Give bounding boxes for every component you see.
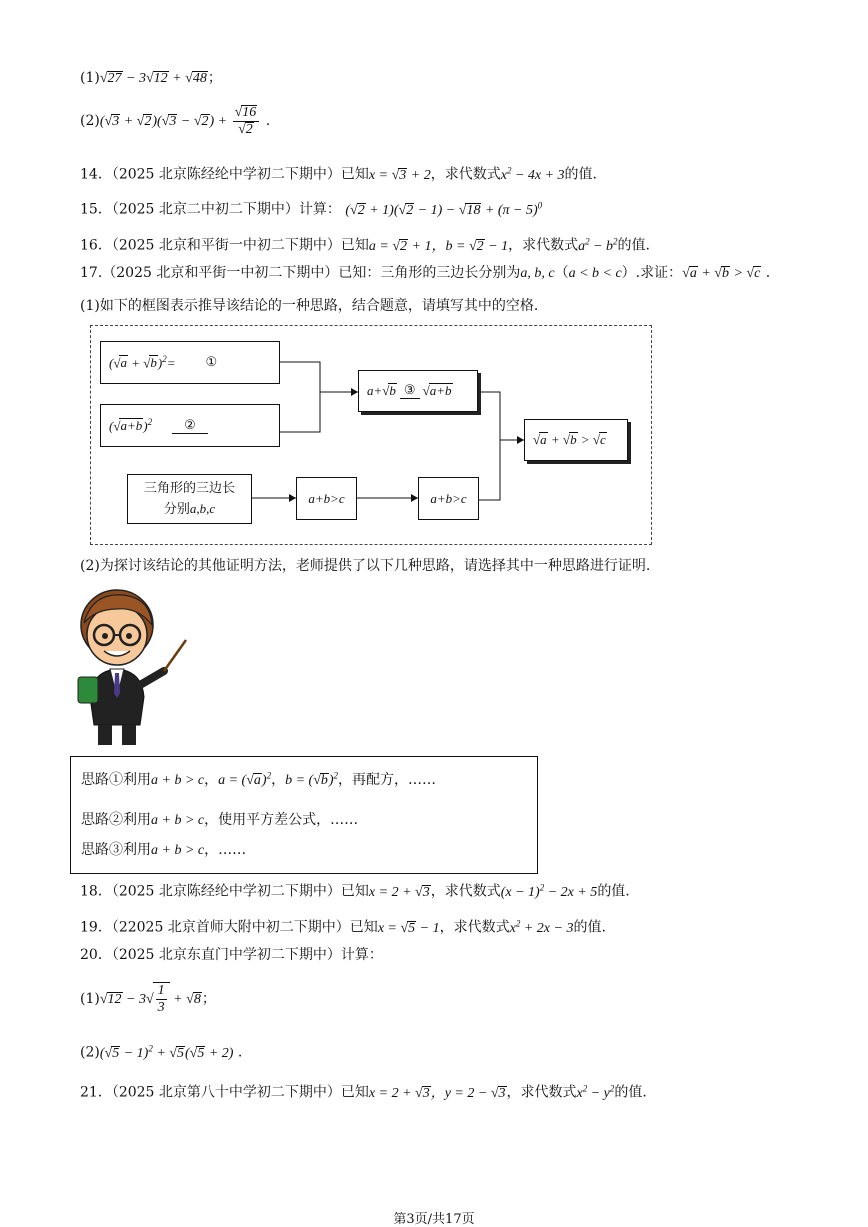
ask-text: ，求代数式 [508, 237, 579, 254]
blank-1[interactable]: ① [205, 355, 218, 370]
hint-1-pre: 思路①利用 [81, 772, 151, 788]
problem-source: 18．（2025 北京陈经纶中学初二下期中）已知 [80, 883, 369, 900]
hint-2: 思路②利用a + b > c，使用平方差公式，…… [81, 812, 359, 828]
problem-20-part1: (1)√12 − 3√ $\frac{1}{3}$ + √8； [80, 983, 216, 1016]
problem-15: 15．（2025 北京二中初二下期中）计算： $(√2 + 1)(√2 - 1) - √18 + (\pi - 5)^0$ [80, 200, 543, 218]
tail-text: 的值. [573, 919, 606, 936]
flow-box-compare: a+√b ③ √a+b [358, 370, 478, 412]
problem-17-q2: (2)为探讨该结论的其他证明方法，老师提供了以下几种思路，请选择其中一种思路进行证明. [80, 558, 651, 574]
flow-box-sqrt-ab: $(√a+b)^2$ ② [100, 404, 280, 447]
part-label: (1) [80, 991, 100, 1007]
problem-18: 18．（2025 北京陈经纶中学初二下期中）已知x = 2 + √3，求代数式$(x - 1)^2 - 2x + 5$的值. [80, 882, 630, 900]
hint-3-post: ，…… [204, 842, 247, 858]
flow-box-square-sum: $(√a + √b)^2=$ ① [100, 341, 280, 384]
problem-21: 21．（2025 北京第八十中学初二下期中）已知x = 2 + √3，y = 2 − √3，求代数式$x^2 - y^2$的值. [80, 1083, 647, 1101]
ask-text: ，求代数式 [506, 1084, 577, 1101]
problem-source: 17.（2025 北京和平街一中初二下期中）已知：三角形的三边长分别为 [80, 265, 521, 281]
blank-2[interactable]: ② [172, 418, 208, 434]
flow-box-conclusion: √a + √b > √c [524, 419, 628, 461]
hints-box [70, 756, 538, 874]
problem-16: 16．（2025 北京和平街一中初二下期中）已知a = √2 + 1，b = √2 − 1，求代数式$a^2 - b^2$的值. [80, 236, 650, 254]
triangle-text-1: 三角形的三边长 [143, 480, 235, 496]
teacher-illustration [72, 585, 192, 747]
problem-source: 14．（2025 北京陈经纶中学初二下期中）已知 [80, 166, 369, 183]
prove-text: 求证： [640, 265, 683, 281]
problem-13-part2: (2)(√3 + √2)(√3 − √2) + $\frac{√16}{√2}$ . [80, 105, 271, 138]
part-label: (2) [80, 1044, 100, 1061]
problem-17-q1: (1)如下的框图表示推导该结论的一种思路，结合题意，请填写其中的空格. [80, 298, 539, 314]
problem-17: 17.（2025 北京和平街一中初二下期中）已知：三角形的三边长分别为a, b, c（a < b < c）.求证：√a + √b > √c . [80, 265, 771, 281]
ask-text: ，求代数式 [430, 166, 501, 183]
part-label: (1) [80, 70, 100, 86]
hint-2-pre: 思路②利用 [81, 812, 151, 828]
page-footer: 第3页/共17页 [393, 1212, 475, 1227]
hint-3-pre: 思路③利用 [81, 842, 151, 858]
problem-source: 19．（22025 北京首师大附中初二下期中）已知 [80, 919, 378, 936]
problem-source: 21．（2025 北京第八十中学初二下期中）已知 [80, 1084, 369, 1101]
part-label: (2) [80, 113, 100, 129]
tail-text: 的值. [564, 166, 597, 183]
problem-19: 19．（22025 北京首师大附中初二下期中）已知x = √5 − 1，求代数式$x^2 + 2x - 3$的值. [80, 918, 606, 936]
hint-2-post: ，使用平方差公式，…… [204, 812, 359, 828]
ask-text: ，求代数式 [430, 883, 501, 900]
problem-20-part2: $(2)(√5 - 1)^2 + √5(√5 + 2)$ . [80, 1043, 243, 1061]
flow-box-triangle [127, 474, 252, 524]
ask-text: ，求代数式 [439, 919, 510, 936]
problem-source: 15．（2025 北京二中初二下期中）计算： [80, 201, 341, 218]
problem-20: 20．（2025 北京东直门中学初二下期中）计算： [80, 947, 383, 963]
problem-source: 16．（2025 北京和平街一中初二下期中）已知 [80, 237, 369, 254]
tail-text: 的值. [617, 237, 650, 254]
blank-3[interactable]: ③ [400, 383, 420, 399]
problem-14: 14．（2025 北京陈经纶中学初二下期中）已知x = √3 + 2，求代数式$x^2 - 4x + 3$的值. [80, 165, 597, 183]
flow-box-inequality-1: a+b>c [296, 477, 357, 520]
triangle-text-2: 分别 [163, 501, 190, 517]
flow-box-inequality-2: a+b>c [418, 477, 479, 520]
hint-3: 思路③利用a + b > c，…… [81, 842, 247, 858]
tail-text: 的值. [597, 883, 630, 900]
problem-13-part1: (1)√27 − 3√12 + √48； [80, 70, 222, 86]
hint-1: 思路①利用a + b > c，$a = (√a)^2$，$b = (√b)^2$，再配方，…… [81, 770, 437, 788]
hint-1-post: ，再配方，…… [338, 772, 437, 788]
triangle-vars: a,b,c [189, 500, 216, 516]
tail-text: 的值. [614, 1084, 647, 1101]
